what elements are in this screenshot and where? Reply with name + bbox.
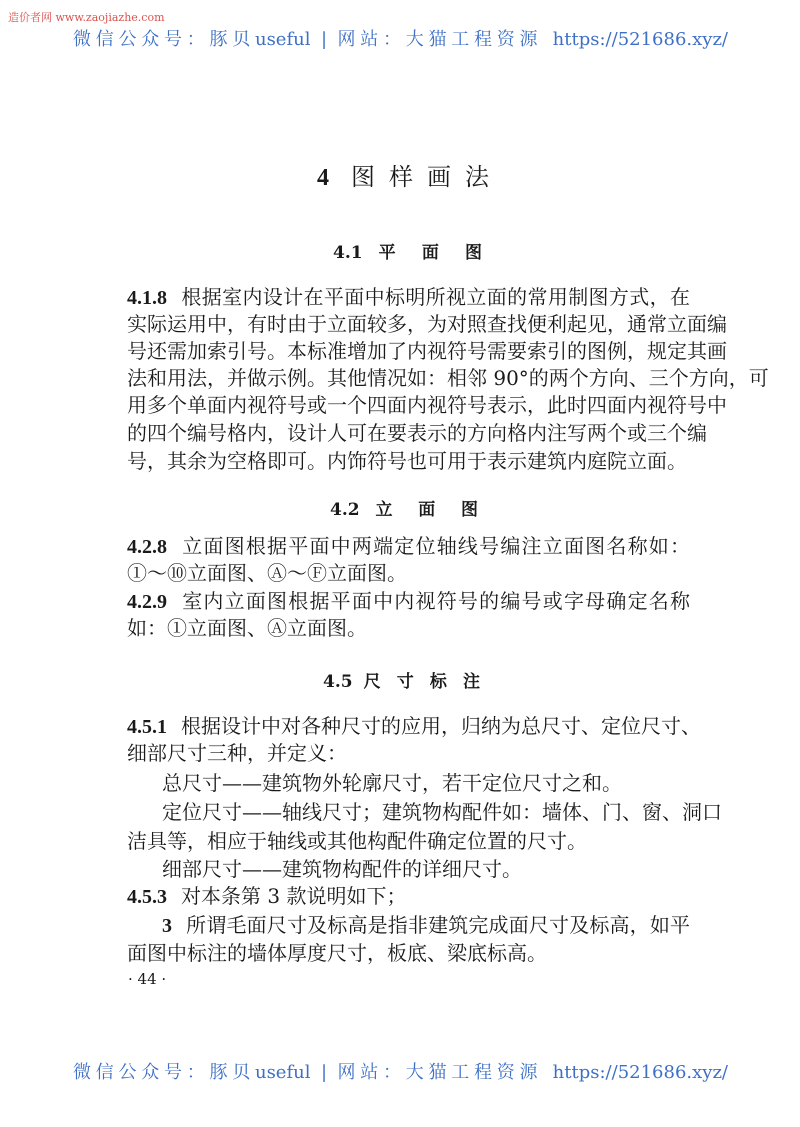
definition-position-size: 定位尺寸——轴线尺寸；建筑物构配件如：墙体、门、窗、洞口 <box>162 800 722 824</box>
clause-4-5-1-line: 4.5.1 根据设计中对各种尺寸的应用，归纳为总尺寸、定位尺寸、 <box>127 714 701 738</box>
clause-4-2-8-line: ①～⑩立面图、Ⓐ～Ⓕ立面图。 <box>127 561 407 585</box>
clause-4-1-8-line: 的四个编号格内，设计人可在要表示的方向格内注写两个或三个编 <box>127 421 707 445</box>
clause-4-5-3-line: 4.5.3 对本条第 3 款说明如下； <box>127 884 407 908</box>
section-heading-4-5: 4.5 尺 寸 标 注 <box>323 672 480 692</box>
watermark-banner-bottom: 微信公众号：豚贝useful | 网站：大猫工程资源 https://521686.xyz/ <box>73 1062 728 1083</box>
clause-4-2-9-line: 如：①立面图、Ⓐ立面图。 <box>127 616 367 640</box>
item-3-line: 面图中标注的墙体厚度尺寸，板底、梁底标高。 <box>127 941 547 965</box>
definition-detail-size: 细部尺寸——建筑物构配件的详细尺寸。 <box>162 857 522 881</box>
clause-4-5-1-line: 细部尺寸三种，并定义： <box>127 741 347 765</box>
definition-position-size-cont: 洁具等，相应于轴线或其他构配件确定位置的尺寸。 <box>127 829 587 853</box>
chapter-title: 4 图样画法 <box>317 163 503 191</box>
section-heading-4-1: 4.1 平 面 图 <box>333 243 483 263</box>
watermark-site: 造价者网 www.zaojiazhe.com <box>8 11 165 24</box>
clause-4-1-8-line: 4.1.8 根据室内设计在平面中标明所视立面的常用制图方式，在 <box>127 285 690 309</box>
definition-total-size: 总尺寸——建筑物外轮廓尺寸，若干定位尺寸之和。 <box>162 771 622 795</box>
watermark-banner-top: 微信公众号：豚贝useful | 网站：大猫工程资源 https://521686.xyz/ <box>73 29 728 50</box>
clause-4-2-9-line: 4.2.9 室内立面图根据平面中内视符号的编号或字母确定名称 <box>127 589 690 613</box>
clause-4-1-8-line: 法和用法，并做示例。其他情况如：相邻 90°的两个方向、三个方向，可 <box>127 366 769 390</box>
clause-4-1-8-line: 用多个单面内视符号或一个四面内视符号表示，此时四面内视符号中 <box>127 393 727 417</box>
item-3-line: 3 所谓毛面尺寸及标高是指非建筑完成面尺寸及标高，如平 <box>162 913 690 937</box>
clause-4-1-8-line: 号还需加索引号。本标准增加了内视符号需要索引的图例，规定其画 <box>127 339 727 363</box>
page-number: · 44 · <box>128 970 167 988</box>
clause-4-1-8-line: 号，其余为空格即可。内饰符号也可用于表示建筑内庭院立面。 <box>127 449 687 473</box>
clause-4-1-8-line: 实际运用中，有时由于立面较多，为对照查找便利起见，通常立面编 <box>127 312 727 336</box>
clause-4-2-8-line: 4.2.8 立面图根据平面中两端定位轴线号编注立面图名称如： <box>127 534 690 558</box>
section-heading-4-2: 4.2 立 面 图 <box>330 500 478 520</box>
